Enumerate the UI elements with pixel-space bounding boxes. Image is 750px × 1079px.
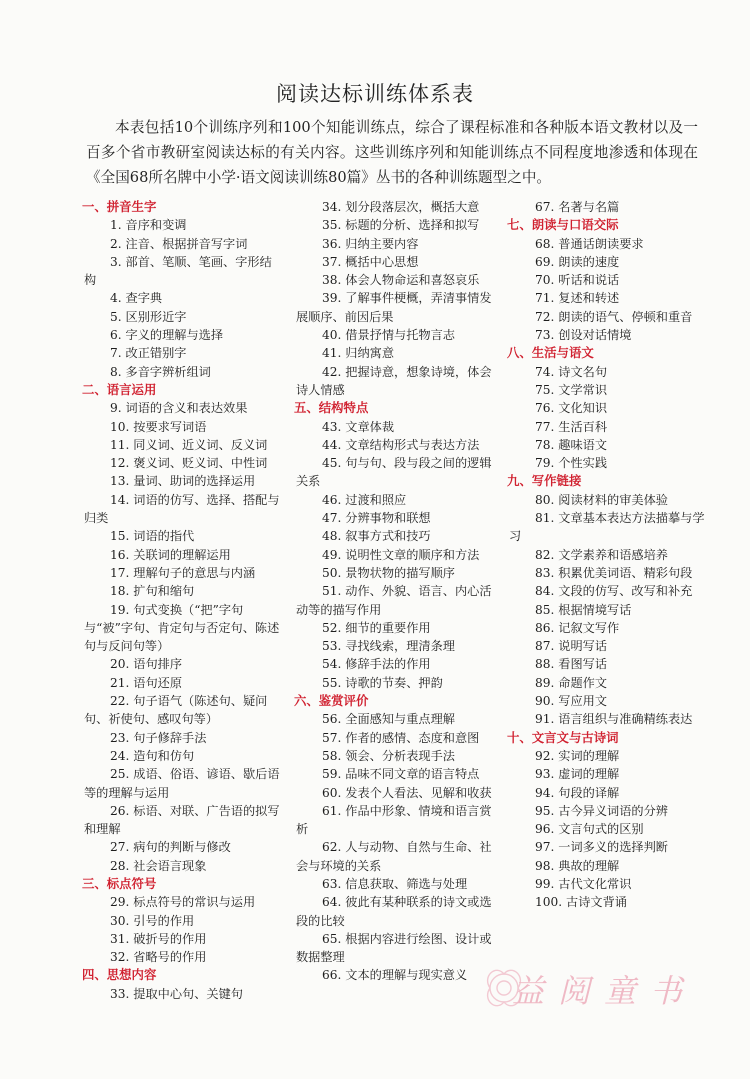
list-item: 22. 句子语气（陈述句、疑问句、祈使句、感叹句等）: [84, 694, 268, 727]
list-item: 43. 文章体裁: [322, 419, 395, 434]
list-item: 59. 品味不同文章的语言特点: [322, 767, 480, 782]
list-item: 45. 句与句、段与段之间的逻辑关系: [296, 456, 492, 489]
list-item: 53. 寻找线索，理清条理: [322, 639, 455, 654]
list-item: 94. 句段的译解: [535, 785, 620, 800]
section-heading: 七、朗读与口语交际: [507, 217, 619, 233]
list-item: 13. 量词、助词的选择运用: [110, 474, 256, 489]
list-item: 79. 个性实践: [535, 456, 608, 471]
list-item: 85. 根据情境写话: [535, 602, 632, 617]
list-item: 67. 名著与名篇: [535, 200, 620, 214]
list-item: 12. 褒义词、贬义词、中性词: [110, 456, 268, 471]
list-item: 54. 修辞手法的作用: [322, 657, 431, 672]
list-item: 83. 积累优美词语、精彩句段: [535, 565, 693, 580]
list-item: 71. 复述和转述: [535, 291, 620, 306]
list-item: 19. 句式变换（“把”字句与“被”字句、肯定句与否定句、陈述句与反问句等）: [84, 602, 280, 654]
list-item: 56. 全面感知与重点理解: [322, 712, 455, 727]
list-item: 93. 虚词的理解: [535, 767, 620, 782]
list-item: 97. 一词多义的选择判断: [535, 840, 668, 855]
list-item: 78. 趣味语文: [535, 437, 608, 452]
section-heading: 一、拼音生字: [82, 199, 157, 214]
section-heading: 九、写作链接: [507, 473, 582, 489]
list-item: 81. 文章基本表达方法描摹与学习: [509, 511, 705, 544]
list-item: 50. 景物状物的描写顺序: [322, 565, 455, 580]
list-item: 40. 借景抒情与托物言志: [322, 328, 455, 343]
list-item: 66. 文本的理解与现实意义: [322, 968, 468, 983]
list-item: 65. 根据内容进行绘图、设计或数据整理: [296, 931, 492, 965]
list-item: 52. 细节的重要作用: [322, 620, 431, 635]
list-item: 57. 作者的感情、态度和意图: [322, 730, 480, 745]
list-item: 23. 句子修辞手法: [110, 730, 207, 745]
list-item: 89. 命题作文: [535, 675, 608, 690]
list-item: 60. 发表个人看法、见解和收获: [322, 785, 492, 800]
section-heading: 十、文言文与古诗词: [507, 729, 619, 745]
list-item: 44. 文章结构形式与表达方法: [322, 437, 480, 452]
list-item: 63. 信息获取、筛选与处理: [322, 876, 468, 891]
list-item: 4. 查字典: [110, 291, 163, 306]
list-item: 35. 标题的分析、选择和拟写: [322, 218, 480, 233]
list-item: 20. 语句排序: [110, 657, 183, 672]
list-item: 55. 诗歌的节奏、押韵: [322, 675, 443, 690]
list-item: 62. 人与动物、自然与生命、社会与环境的关系: [296, 840, 492, 873]
list-item: 5. 区别形近字: [110, 309, 187, 324]
list-item: 26. 标语、对联、广告语的拟写和理解: [84, 803, 280, 837]
list-item: 7. 改正错别字: [110, 346, 187, 361]
intro-paragraph: 本表包括10个训练序列和100个知能训练点，综合了课程标准和各种版本语文教材以及一百多个省市教研室阅读达标的有关内容。这些训练序列和知能训练点不同程度地渗透和体现在《全国68所名牌中小学·语文阅读训练80篇》丛书的各种训练题型之中。: [86, 119, 698, 186]
list-item: 30. 引号的作用: [110, 913, 195, 928]
list-item: 73. 创设对话情境: [535, 328, 632, 343]
list-item: 49. 说明性文章的顺序和方法: [322, 547, 480, 562]
list-item: 91. 语言组织与准确精练表达: [535, 712, 693, 727]
list-item: 6. 字义的理解与选择: [110, 328, 224, 343]
list-item: 84. 文段的仿写、改写和补充: [535, 584, 693, 599]
column-2: [296, 198, 493, 985]
watermark-text: 益阅童书: [512, 972, 697, 1010]
list-item: 25. 成语、俗语、谚语、歇后语等的理解与运用: [84, 767, 280, 800]
list-item: 100. 古诗文背诵: [535, 895, 627, 910]
list-item: 21. 语句还原: [110, 675, 183, 690]
section-heading: 六、鉴赏评价: [294, 693, 369, 709]
column-1: [84, 198, 281, 1003]
list-item: 80. 阅读材料的审美体验: [535, 492, 668, 507]
list-item: 58. 领会、分析表现手法: [322, 748, 455, 763]
list-item: 64. 彼此有某种联系的诗文或选段的比较: [296, 895, 492, 928]
list-item: 32. 省略号的作用: [110, 950, 207, 965]
list-item: 98. 典故的理解: [535, 858, 620, 873]
list-item: 29. 标点符号的常识与运用: [110, 895, 256, 910]
list-item: 14. 词语的仿写、选择、搭配与归类: [84, 492, 280, 526]
page-title: 阅读达标训练体系表: [276, 82, 474, 106]
list-item: 27. 病句的判断与修改: [110, 840, 231, 855]
section-heading: 四、思想内容: [82, 967, 157, 983]
list-item: 2. 注音、根据拼音写字词: [110, 236, 248, 251]
list-item: 39. 了解事件梗概，弄清事情发展顺序、前因后果: [296, 291, 492, 324]
list-item: 37. 概括中心思想: [322, 254, 419, 269]
list-item: 18. 扩句和缩句: [110, 584, 195, 599]
section-heading: 五、结构特点: [294, 400, 369, 416]
list-item: 69. 朗读的速度: [535, 254, 620, 269]
list-item: 95. 古今异义词语的分辨: [535, 803, 668, 818]
list-item: 11. 同义词、近义词、反义词: [110, 437, 268, 452]
list-item: 70. 听话和说话: [535, 273, 620, 288]
list-item: 46. 过渡和照应: [322, 492, 407, 507]
list-item: 76. 文化知识: [535, 401, 608, 416]
list-item: 92. 实词的理解: [535, 748, 620, 763]
list-item: 86. 记叙文写作: [535, 620, 620, 635]
section-heading: 二、语言运用: [82, 381, 157, 397]
list-item: 36. 归纳主要内容: [322, 236, 419, 251]
list-item: 34. 划分段落层次，概括大意: [322, 200, 480, 214]
list-item: 74. 诗文名句: [535, 364, 608, 379]
list-item: 61. 作品中形象、情境和语言赏析: [296, 803, 492, 837]
column-3: [509, 198, 705, 912]
list-item: 41. 归纳寓意: [322, 346, 395, 361]
list-item: 51. 动作、外貌、语言、内心活动等的描写作用: [296, 584, 492, 617]
list-item: 17. 理解句子的意思与内涵: [110, 565, 256, 580]
section-heading: 三、标点符号: [82, 875, 157, 891]
list-item: 87. 说明写话: [535, 639, 608, 654]
list-item: 82. 文学素养和语感培养: [535, 547, 668, 562]
list-item: 33. 提取中心句、关键句: [110, 986, 243, 1001]
list-item: 88. 看图写话: [535, 657, 608, 672]
list-item: 15. 词语的指代: [110, 529, 195, 544]
list-item: 96. 文言句式的区别: [535, 822, 644, 837]
list-item: 28. 社会语言现象: [110, 858, 207, 873]
list-item: 99. 古代文化常识: [535, 876, 632, 891]
list-item: 9. 词语的含义和表达效果: [110, 401, 248, 416]
list-item: 1. 音序和变调: [110, 218, 187, 233]
list-item: 72. 朗读的语气、停顿和重音: [535, 309, 693, 324]
list-item: 24. 造句和仿句: [110, 748, 195, 763]
section-heading: 八、生活与语文: [507, 345, 594, 361]
list-item: 38. 体会人物命运和喜怒哀乐: [322, 273, 480, 288]
list-item: 48. 叙事方式和技巧: [322, 529, 431, 544]
list-item: 47. 分辨事物和联想: [322, 511, 431, 526]
list-item: 31. 破折号的作用: [110, 931, 207, 946]
list-item: 3. 部首、笔顺、笔画、字形结构: [84, 254, 272, 288]
list-item: 77. 生活百科: [535, 419, 608, 434]
list-item: 42. 把握诗意，想象诗境，体会诗人情感: [296, 364, 492, 397]
list-item: 16. 关联词的理解运用: [110, 547, 231, 562]
list-item: 90. 写应用文: [535, 694, 608, 709]
list-item: 75. 文学常识: [535, 382, 608, 397]
list-item: 68. 普通话朗读要求: [535, 236, 644, 251]
list-item: 10. 按要求写词语: [110, 419, 207, 434]
list-item: 8. 多音字辨析组词: [110, 364, 211, 379]
